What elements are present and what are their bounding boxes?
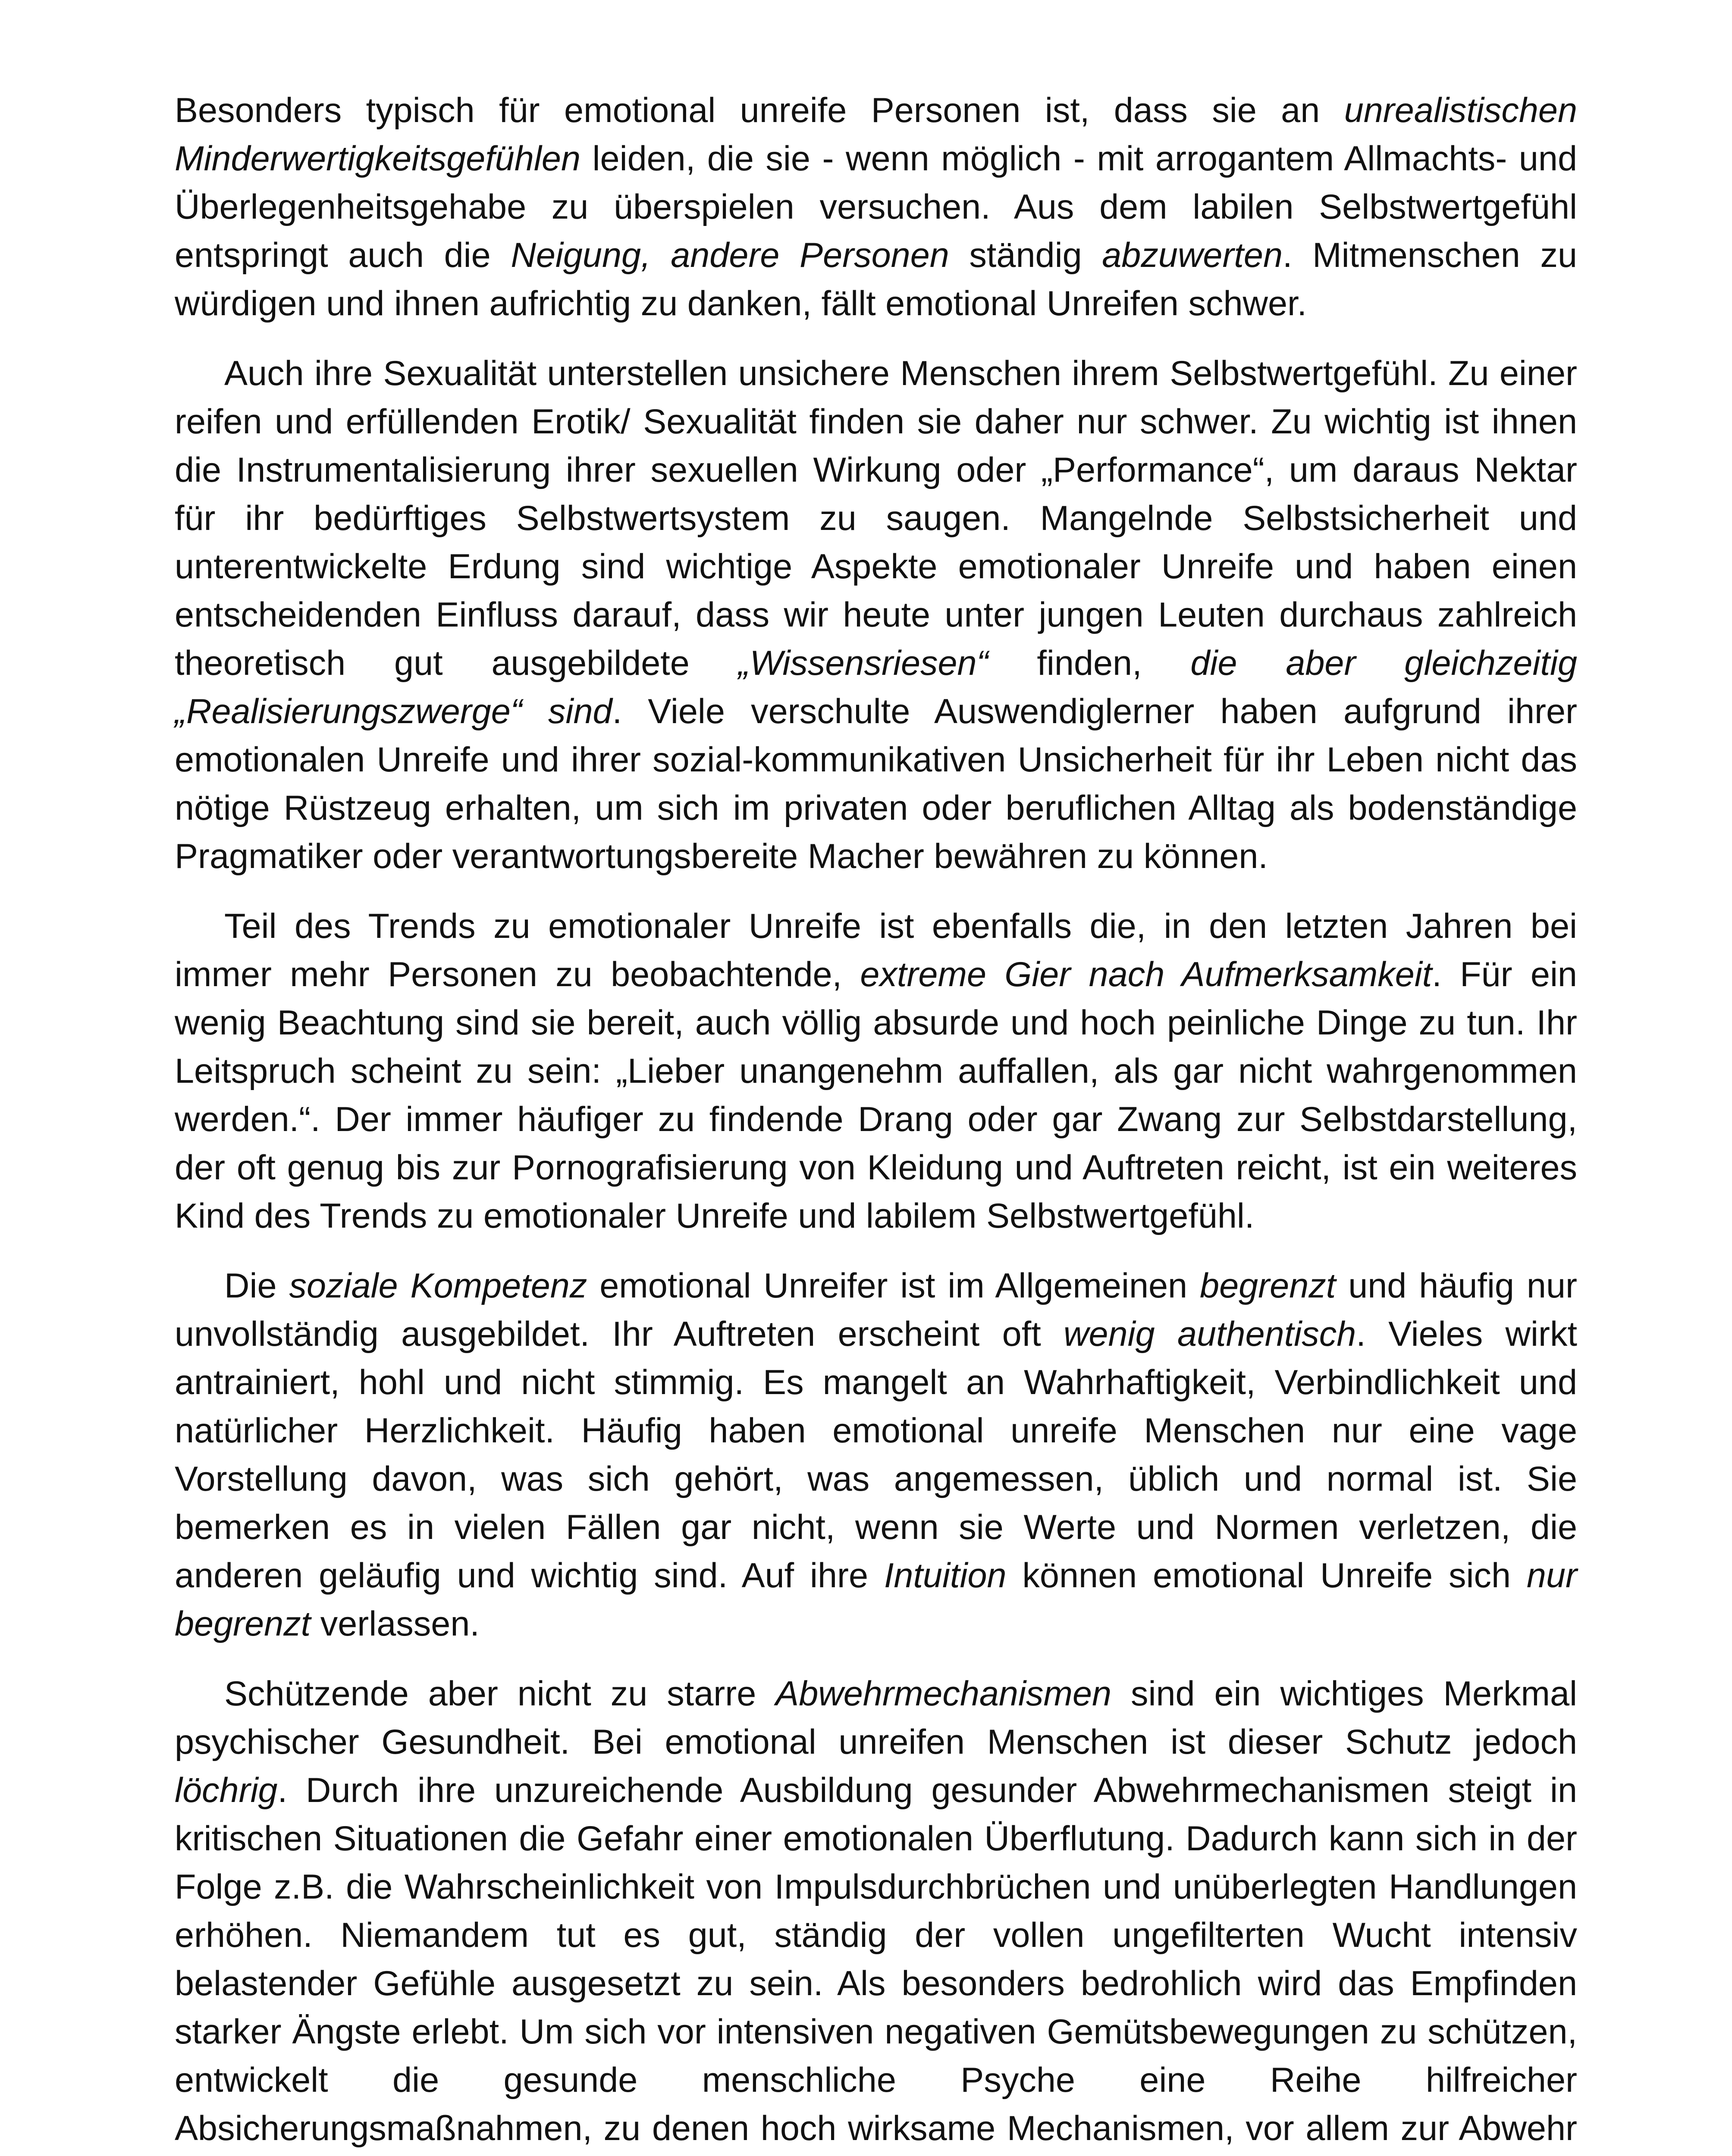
- text-run: . Durch ihre unzureichende Ausbildung gesunder Abwehrmechanismen steigt in kritischen Situationen die Gefahr einer emotionalen Überflutung. Dadurch kann sich in der Folge z.B. die Wahrscheinlichkeit von Impulsdurchbrüchen und unüberlegten Handlungen erhöhen. Niemandem tut es gut, ständig der vollen ungefilterten Wucht intensiv belastender Gefühle ausgesetzt zu sein. Als besonders bedrohlich wird das Empfinden starker Ängste erlebt. Um sich vor intensiven negativen Gemütsbewegungen zu schützen, entwickelt die gesunde menschliche Psyche eine Reihe hilfreicher Absicherungsmaßnahmen, zu denen hoch wirksame Mechanismen, vor allem zur Abwehr: [175, 1771, 1577, 2148]
- paragraph-5: [175, 1670, 1577, 2156]
- text-run: Teil des Trends zu emotionaler Unreife ist ebenfalls die, in den letzten Jahren bei immer mehr Personen zu beobachtende,: [175, 907, 1577, 994]
- paragraph-4: [175, 1262, 1577, 1648]
- text-run: . Mitmenschen zu würdigen und ihnen aufrichtig zu danken, fällt emotional Unreifen schwer.: [175, 236, 1578, 323]
- italic-text-run: abzuwerten: [1102, 236, 1283, 275]
- italic-text-run: löchrig: [175, 1771, 278, 1810]
- page-body: [175, 86, 1577, 2156]
- italic-text-run: „Wissensriesen“: [738, 644, 988, 683]
- italic-text-run: Neigung, andere Personen: [511, 236, 949, 275]
- text-run: Die: [224, 1266, 289, 1305]
- italic-text-run: soziale Kompetenz: [289, 1266, 587, 1305]
- text-run: verlassen.: [311, 1604, 480, 1643]
- italic-text-run: nur begrenzt: [175, 1556, 1577, 1643]
- text-run: . Für ein wenig Beachtung sind sie bereit, auch völlig absurde und hoch peinliche Dinge zu tun. Ihr Leitspruch scheint zu sein: „Lieber unangenehm auffallen, als gar nicht wahrgenommen werden.“. Der immer häufiger zu findende Drang oder gar Zwang zur Selbstdarstellung, der oft genug bis zur Pornografisierung von Kleidung und Auftreten reicht, ist ein weiteres Kind des Trends zu emotionaler Unreife und labilem Selbstwertgefühl.: [175, 955, 1577, 1235]
- text-run: sind ein wichtiges Merkmal psychischer Gesundheit. Bei emotional unreifen Menschen ist dieser Schutz jedoch: [175, 1674, 1578, 1761]
- italic-text-run: Abwehrmechanismen: [775, 1674, 1112, 1713]
- text-run: ständig: [949, 236, 1102, 275]
- paragraph-2: [175, 349, 1577, 881]
- italic-text-run: Intuition: [884, 1556, 1007, 1595]
- text-run: Besonders typisch für emotional unreife Personen ist, dass sie an: [175, 91, 1344, 130]
- italic-text-run: unrealistischen Minderwertigkeitsgefühlen: [175, 91, 1577, 178]
- paragraph-3: [175, 902, 1577, 1240]
- text-run: . Viele verschulte Auswendiglerner haben aufgrund ihrer emotionalen Unreife und ihrer sozial-kommunikativen Unsicherheit für ihr Leben nicht das nötige Rüstzeug erhalten, um sich im privaten oder beruflichen Alltag als bodenständige Pragmatiker oder verantwortungsbereite Macher bewähren zu können.: [175, 692, 1577, 876]
- text-run: und häufig nur unvollständig ausgebildet. Ihr Auftreten erscheint oft: [175, 1266, 1577, 1354]
- text-run: finden,: [988, 644, 1191, 683]
- paragraph-1: [175, 86, 1577, 328]
- text-run: leiden, die sie - wenn möglich - mit arrogantem Allmachts- und Überlegenheitsgehabe zu überspielen versuchen. Aus dem labilen Selbstwertgefühl entspringt auch die: [175, 139, 1577, 275]
- text-run: können emotional Unreife sich: [1006, 1556, 1527, 1595]
- italic-text-run: wenig authentisch: [1064, 1315, 1356, 1354]
- italic-text-run: extreme Gier nach Aufmerksamkeit: [860, 955, 1432, 994]
- italic-text-run: begrenzt: [1200, 1266, 1336, 1305]
- text-run: emotional Unreifer ist im Allgemeinen: [587, 1266, 1200, 1305]
- text-run: Auch ihre Sexualität unterstellen unsichere Menschen ihrem Selbstwertgefühl. Zu einer reifen und erfüllenden Erotik/ Sexualität finden sie daher nur schwer. Zu wichtig ist ihnen die Instrumentalisierung ihrer sexuellen Wirkung oder „Performance“, um daraus Nektar für ihr bedürftiges Selbstwertsystem zu saugen. Mangelnde Selbstsicherheit und unterentwickelte Erdung sind wichtige Aspekte emotionaler Unreife und haben einen entscheidenden Einfluss darauf, dass wir heute unter jungen Leuten durchaus zahlreich theoretisch gut ausgebildete: [175, 354, 1577, 683]
- text-run: Schützende aber nicht zu starre: [224, 1674, 776, 1713]
- text-run: . Vieles wirkt antrainiert, hohl und nicht stimmig. Es mangelt an Wahrhaftigkeit, Verbindlichkeit und natürlicher Herzlichkeit. Häufig haben emotional unreife Menschen nur eine vage Vorstellung davon, was sich gehört, was angemessen, üblich und normal ist. Sie bemerken es in vielen Fällen gar nicht, wenn sie Werte und Normen verletzen, die anderen geläufig und wichtig sind. Auf ihre: [175, 1315, 1578, 1595]
- italic-text-run: die aber gleichzeitig „Realisierungszwerge“ sind: [175, 644, 1577, 731]
